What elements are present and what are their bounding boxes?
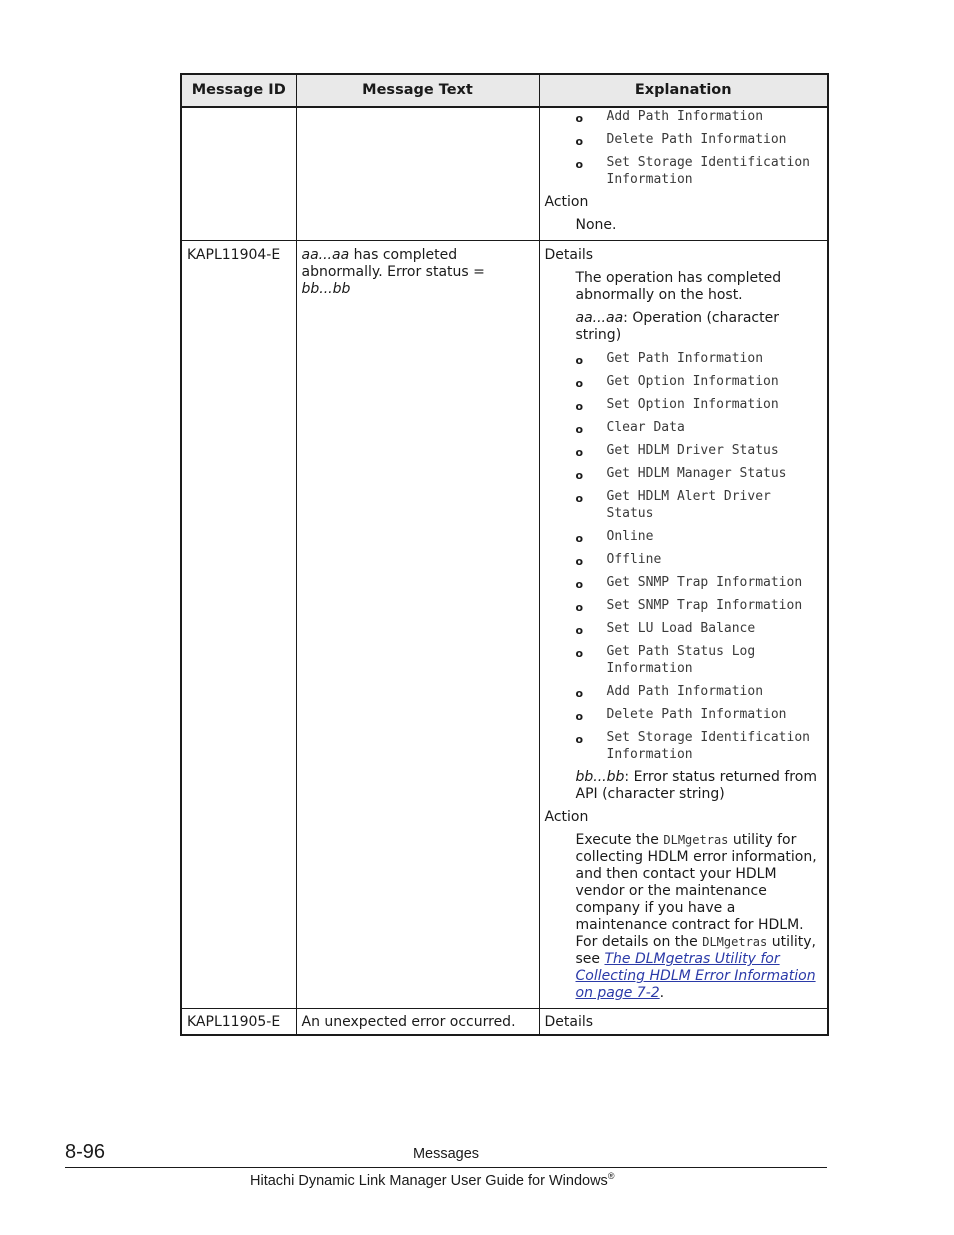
var-aa: aa...aa xyxy=(301,247,350,263)
table-row-kapl11905 xyxy=(181,1009,828,1036)
dlmgetras-reference-link[interactable]: The DLMgetras Utility for Collecting HDLM Error Information on page 7-2 xyxy=(575,951,816,1001)
list-item: o Offline xyxy=(576,551,823,568)
operation-label: : Operation (character string) xyxy=(575,310,779,343)
list-item: o Set SNMP Trap Information xyxy=(576,597,823,614)
list-item: o Get Path Status Log Information xyxy=(576,643,823,677)
details-text: The operation has completed abnormally on the host. xyxy=(575,270,782,303)
table-row-continuation xyxy=(181,107,828,241)
list-item: o Set Option Information xyxy=(576,396,823,413)
action-part: Execute the xyxy=(575,832,664,848)
var-bb: bb...bb xyxy=(575,769,625,785)
list-item: o Add Path Information xyxy=(576,683,823,700)
action-part: utility, see xyxy=(575,934,816,967)
table-header-row xyxy=(181,74,828,107)
action-end: . xyxy=(659,985,665,1001)
page-number: 8-96 xyxy=(65,1141,106,1163)
operation-list xyxy=(576,350,823,763)
cell-text-empty xyxy=(296,107,539,241)
footer-section-name: Messages xyxy=(412,1146,480,1162)
list-item: o Delete Path Information xyxy=(576,131,823,148)
message-text-body: has completed abnormally. Error status = xyxy=(301,247,485,280)
cell-explanation-continuation xyxy=(539,107,828,241)
status-label: : Error status returned from API (character string) xyxy=(575,769,817,802)
list-item: o Get HDLM Manager Status xyxy=(576,465,823,482)
list-item: o Set Storage Identification Information xyxy=(576,729,823,763)
header-message-text: Message Text xyxy=(296,74,539,107)
list-item: o Get HDLM Alert Driver Status xyxy=(576,488,823,522)
details-label: Details xyxy=(544,1014,594,1030)
cell-message-id: KAPL11905-E xyxy=(181,1009,296,1036)
header-message-id: Message ID xyxy=(181,74,296,107)
action-text xyxy=(576,832,823,1002)
action-label: Action xyxy=(544,194,589,210)
list-item: o Get Path Information xyxy=(576,350,823,367)
list-item: o Set LU Load Balance xyxy=(576,620,823,637)
list-item: o Add Path Information xyxy=(576,108,823,125)
header-explanation: Explanation xyxy=(539,74,828,107)
list-item: o Get Option Information xyxy=(576,373,823,390)
action-part: utility for collecting HDLM error information, and then contact your HDLM vendor or the maintenance company if you have a maintenance contract for HDLM. For details on the xyxy=(575,832,817,950)
cell-message-id: KAPL11904-E xyxy=(181,241,296,1009)
action-text: None. xyxy=(575,217,617,233)
footer-book-title xyxy=(250,1171,614,1189)
details-label: Details xyxy=(544,247,594,263)
registered-mark: ® xyxy=(607,1171,615,1181)
utility-name: DLMgetras xyxy=(702,935,768,949)
message-table xyxy=(180,73,829,1036)
cell-message-text: An unexpected error occurred. xyxy=(296,1009,539,1036)
operation-description xyxy=(576,310,823,344)
var-aa: aa...aa xyxy=(575,310,624,326)
table-row-kapl11904 xyxy=(181,241,828,1009)
cell-explanation xyxy=(539,241,828,1009)
list-item: o Delete Path Information xyxy=(576,706,823,723)
book-title: Hitachi Dynamic Link Manager User Guide for Windows xyxy=(250,1172,608,1189)
utility-name: DLMgetras xyxy=(663,833,729,847)
status-description xyxy=(576,769,823,803)
list-item: o Clear Data xyxy=(576,419,823,436)
var-bb: bb...bb xyxy=(301,281,351,297)
list-item: o Online xyxy=(576,528,823,545)
action-label: Action xyxy=(544,809,589,825)
cell-explanation xyxy=(539,1009,828,1036)
list-item: o Get HDLM Driver Status xyxy=(576,442,823,459)
list-item: o Get SNMP Trap Information xyxy=(576,574,823,591)
cell-message-text xyxy=(296,241,539,1009)
cell-id-empty xyxy=(181,107,296,241)
operation-list-continued xyxy=(576,108,823,188)
footer-divider xyxy=(65,1167,827,1168)
list-item: o Set Storage Identification Information xyxy=(576,154,823,188)
